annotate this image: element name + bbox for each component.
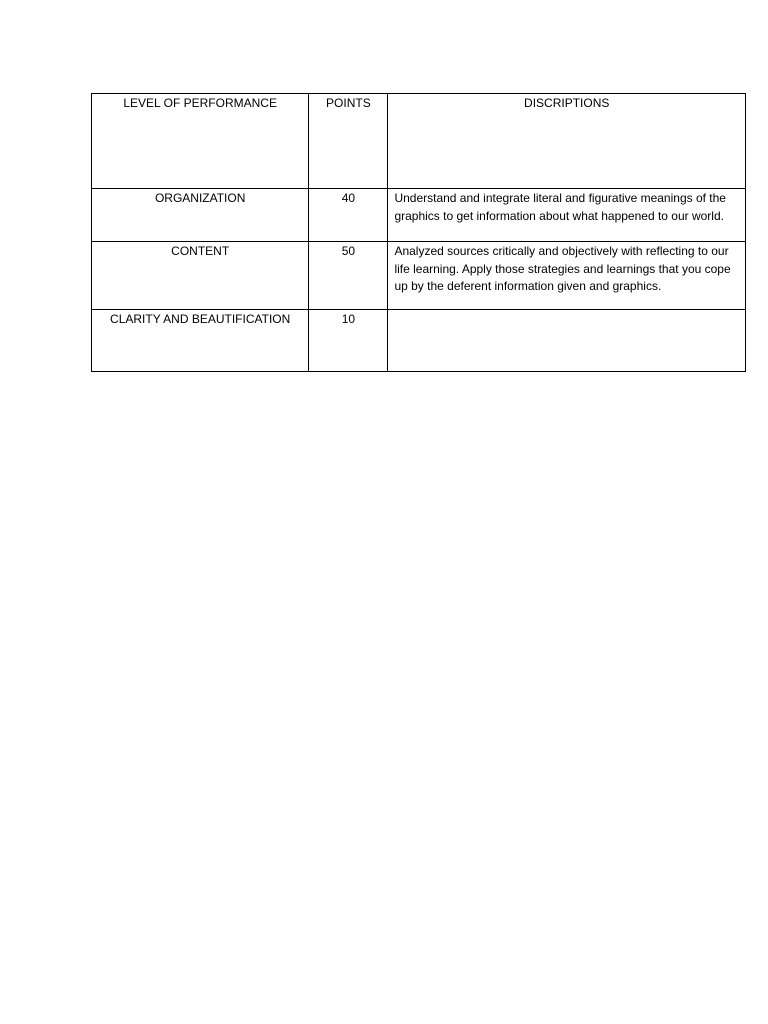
description-cell — [388, 310, 746, 372]
level-cell: ORGANIZATION — [92, 189, 309, 242]
header-level-of-performance: LEVEL OF PERFORMANCE — [92, 94, 309, 189]
points-cell: 50 — [309, 242, 388, 310]
description-cell: Understand and integrate literal and figurative meanings of the graphics to get information about what happened to our world. — [388, 189, 746, 242]
table-header-row — [92, 94, 746, 189]
header-descriptions: DISCRIPTIONS — [388, 94, 746, 189]
table-row — [92, 310, 746, 372]
points-cell: 10 — [309, 310, 388, 372]
points-cell: 40 — [309, 189, 388, 242]
rubric-table — [91, 93, 746, 372]
level-cell: CONTENT — [92, 242, 309, 310]
table-row — [92, 242, 746, 310]
header-points: POINTS — [309, 94, 388, 189]
description-cell: Analyzed sources critically and objectively with reflecting to our life learning. Apply those strategies and learnings that you cope up by the deferent information given and graphics. — [388, 242, 746, 310]
table-row — [92, 189, 746, 242]
level-cell: CLARITY AND BEAUTIFICATION — [92, 310, 309, 372]
